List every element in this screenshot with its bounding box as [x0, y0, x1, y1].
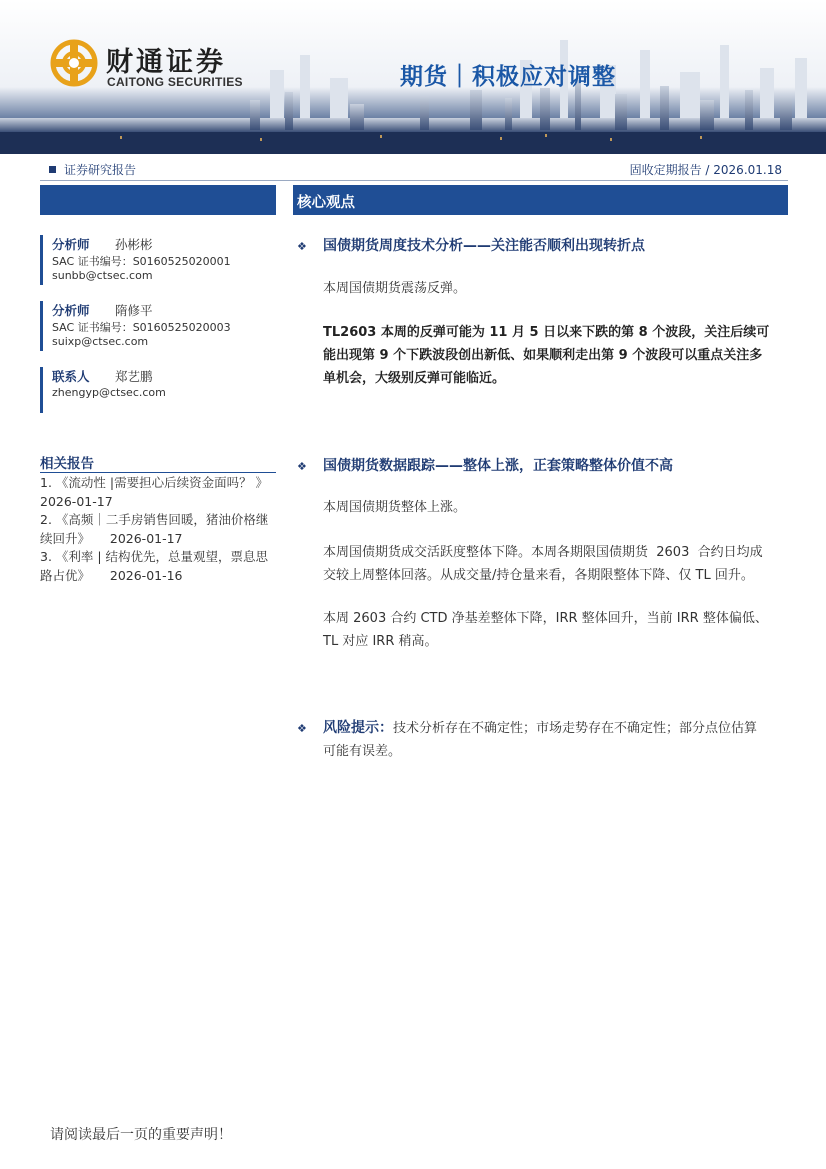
section2-paragraph-1: 本周国债期货整体上涨。 — [323, 500, 467, 515]
analyst-name: 隋修平 — [115, 303, 153, 318]
related-report-date: 路占优》 2026-01-16 — [40, 567, 183, 583]
meta-divider — [40, 180, 788, 181]
section2-paragraph-2 — [323, 541, 788, 587]
analyst-cert: SAC 证书编号：S0160525020003 — [52, 321, 231, 334]
related-reports-list — [40, 474, 276, 585]
logo-text-english: CAITONG SECURITIES — [107, 75, 243, 89]
paragraph-line: TL 对应 IRR 稍高。 — [323, 634, 438, 649]
section1-paragraph-2 — [323, 321, 788, 390]
analyst-role: 分析师 — [52, 303, 90, 318]
section-heading-text: 国债期货数据跟踪——整体上涨，正套策略整体价值不高 — [323, 458, 673, 474]
risk-text-continued: 可能有误差。 — [323, 744, 402, 759]
related-report-item[interactable] — [40, 474, 276, 511]
contact-name: 郑艺鹏 — [115, 369, 153, 384]
section1-paragraph-1: 本周国债期货震荡反弹。 — [323, 281, 467, 296]
analyst-name: 孙彬彬 — [115, 237, 153, 252]
analyst-card-2 — [40, 301, 276, 351]
related-reports-title: 相关报告 — [40, 456, 94, 472]
paragraph-line: 交较上周整体回落。从成交量/持仓量来看，各期限整体下降、仅 TL 回升。 — [323, 568, 754, 583]
paragraph-line: 本周国债期货成交活跃度整体下降。本周各期限国债期货 2603 合约日均成 — [323, 545, 763, 560]
diamond-bullet-icon: ❖ — [297, 460, 307, 473]
analyst-accent-bar — [40, 301, 43, 351]
analyst-accent-bar — [40, 235, 43, 285]
report-type-label — [49, 161, 136, 178]
core-view-title: 核心观点 — [297, 195, 355, 211]
section2-paragraph-3 — [323, 607, 788, 653]
contact-email[interactable]: zhengyp@ctsec.com — [52, 386, 166, 399]
risk-label: 风险提示： — [323, 720, 393, 736]
contact-card — [40, 367, 276, 413]
document-title: 期货｜积极应对调整 — [400, 64, 616, 90]
report-date-label: 固收定期报告 / 2026.01.18 — [629, 163, 782, 177]
paragraph-line: TL2603 本周的反弹可能为 11 月 5 日以来下跌的第 8 个波段，关注后续可 — [323, 325, 770, 340]
risk-text: 技术分析存在不确定性；市场走势存在不确定性；部分点位估算 — [393, 721, 758, 736]
left-column-header-bar — [40, 185, 276, 215]
analyst-email[interactable]: sunbb@ctsec.com — [52, 269, 153, 282]
section-heading-technical-analysis — [297, 235, 645, 255]
logo-text-chinese: 财通证券 — [106, 47, 226, 78]
related-report-date: 2026-01-17 — [40, 493, 113, 509]
paragraph-line: 能出现第 9 个下跌波段创出新低、如果顺利走出第 9 个波段可以重点关注多 — [323, 348, 763, 363]
core-view-header-bar — [293, 185, 788, 215]
footer-disclaimer-note: 请阅读最后一页的重要声明！ — [50, 1127, 232, 1143]
page-header — [0, 0, 826, 158]
caitong-logo-icon — [50, 38, 98, 88]
report-type-text: 证券研究报告 — [64, 163, 137, 177]
diamond-bullet-icon: ❖ — [297, 240, 307, 253]
related-report-item[interactable] — [40, 511, 276, 548]
related-report-line: 1. 《流动性 |需要担心后续资金面吗？ 》 — [40, 475, 269, 490]
contact-accent-bar — [40, 367, 43, 413]
paragraph-line: 本周 2603 合约 CTD 净基差整体下降，IRR 整体回升，当前 IRR 整体偏低、 — [323, 611, 768, 626]
related-report-date: 续回升》 2026-01-17 — [40, 530, 183, 546]
analyst-cert: SAC 证书编号：S0160525020001 — [52, 255, 231, 268]
risk-warning — [297, 717, 788, 763]
related-report-item[interactable] — [40, 548, 276, 585]
analyst-card-1 — [40, 235, 276, 285]
related-reports-divider — [40, 472, 276, 473]
section-heading-data-tracking — [297, 455, 673, 475]
analyst-role: 分析师 — [52, 237, 90, 252]
company-logo — [50, 38, 250, 93]
related-report-line: 2. 《高频｜二手房销售回暖，猪油价格继 — [40, 512, 269, 527]
square-bullet-icon — [49, 166, 56, 173]
section-heading-text: 国债期货周度技术分析——关注能否顺利出现转折点 — [323, 238, 645, 254]
contact-role: 联系人 — [52, 369, 90, 384]
paragraph-line: 单机会，大级别反弹可能临近。 — [323, 371, 506, 386]
analyst-email[interactable]: suixp@ctsec.com — [52, 335, 149, 348]
related-report-line: 3. 《利率 | 结构优先，总量观望，票息思 — [40, 549, 269, 564]
diamond-bullet-icon: ❖ — [297, 722, 307, 735]
